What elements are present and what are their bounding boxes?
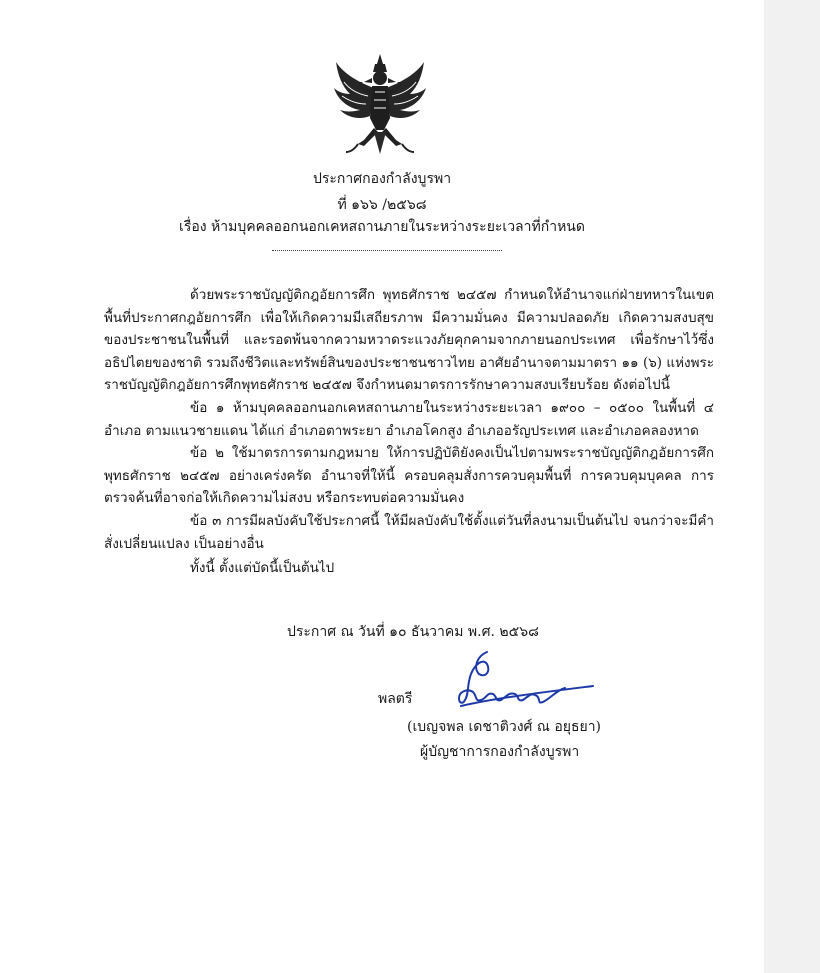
issuer-heading: ประกาศกองกำลังบูรพา bbox=[312, 171, 452, 187]
body-paragraph: ข้อ ๑ ห้ามบุคคลออกนอกเคหสถานภายในระหว่างระยะเวลา ๑๙๐๐ – ๐๕๐๐ ในพื้นที่ ๔ อำเภอ ตามแนวชายแดน ได้แก่ อำเภอตาพระยา อำเภอโคกสูง อำเภออรัญประเทศ และอำเภอคลองหาด bbox=[104, 399, 714, 439]
signer-rank: พลตรี bbox=[378, 691, 413, 707]
announcement-date: ประกาศ ณ วันที่ ๑๐ ธันวาคม พ.ศ. ๒๕๖๘ bbox=[287, 624, 539, 640]
body-paragraph: ด้วยพระราชบัญญัติกฎอัยการศึก พุทธศักราช ๒๔๕๗ กำหนดให้อำนาจแก่ฝ่ายทหารในเขตพื้นที่ประกาศกฎอัยการศึก เพื่อให้เกิดความมีเสถียรภาพ มีความมั่นคง มีความปลอดภัย เกิดความสงบสุขของประชาชนในพื้นที่ และรอดพ้นจากความหวาดระแวงภัยคุกคามจากภายนอกประเทศ เพื่อรักษาไว้ซึ่งอธิปไตยของชาติ รวมถึงชีวิตและทรัพย์สินของประชาชนชาวไทย อาศัยอำนาจตามมาตรา ๑๑ (๖) แห่งพระราชบัญญัติกฎอัยการศึกพุทธศักราช ๒๔๕๗ จึงกำหนดมาตรการรักษาความสงบเรียบร้อย ดังต่อไปนี้ bbox=[104, 287, 714, 394]
closing-line: ทั้งนี้ ตั้งแต่บัดนี้เป็นต้นไป bbox=[190, 560, 335, 577]
announcement-subject: เรื่อง ห้ามบุคคลออกนอกเคหสถานภายในระหว่างระยะเวลาที่กำหนด bbox=[179, 219, 585, 235]
page-margin-strip bbox=[764, 0, 820, 973]
body-paragraph: ข้อ ๒ ใช้มาตรการตามกฎหมาย ให้การปฏิบัติยังคงเป็นไปตามพระราชบัญญัติกฎอัยการศึกพุทธศักราช ๒๔๕๗ อย่างเคร่งครัด อำนาจที่ให้นี้ ครอบคลุมสั่งการควบคุมพื้นที่ การควบคุมบุคคล การตรวจค้นที่อาจก่อให้เกิดความไม่สงบ หรือกระทบต่อความมั่นคง bbox=[104, 445, 714, 507]
dotted-divider bbox=[272, 250, 502, 251]
signer-title: ผู้บัญชาการกองกำลังบูรพา bbox=[420, 744, 580, 760]
signer-name: (เบญจพล เดชาติวงศ์ ณ อยุธยา) bbox=[407, 719, 602, 735]
garuda-emblem-icon bbox=[328, 52, 432, 156]
handwritten-signature-icon bbox=[425, 648, 595, 712]
announcement-body bbox=[104, 284, 714, 580]
body-paragraph: ข้อ ๓ การมีผลบังคับใช้ประกาศนี้ ให้มีผลบังคับใช้ตั้งแต่วันที่ลงนามเป็นต้นไป จนกว่าจะมีคำสั่งเปลี่ยนแปลง เป็นอย่างอื่น bbox=[104, 512, 714, 552]
announcement-number: ที่ ๑๖๖ /๒๕๖๘ bbox=[337, 197, 427, 213]
